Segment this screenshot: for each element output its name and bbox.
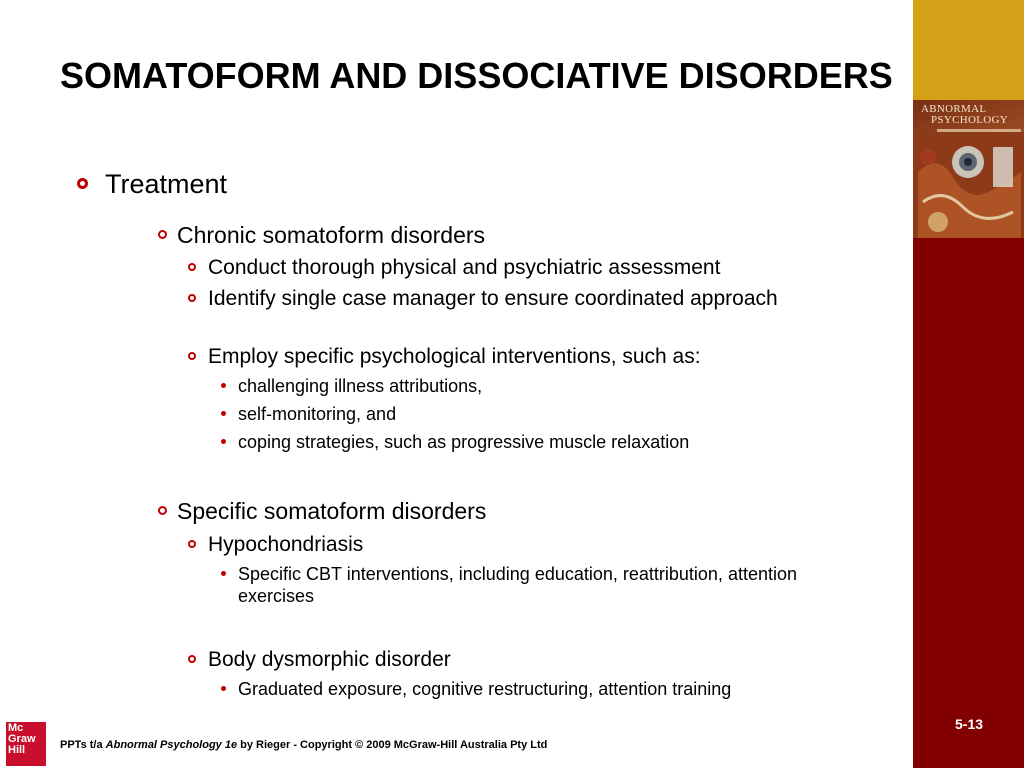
footer-copyright: PPTs t/a Abnormal Psychology 1e by Rieger - Copyright © 2009 McGraw-Hill Australia Pty Ltd	[60, 739, 548, 751]
list-item	[188, 647, 451, 673]
red-dot-bullet-icon	[221, 411, 226, 416]
red-ring-bullet-icon	[158, 230, 167, 239]
book-cover-title: ABNORMAL PSYCHOLOGY	[921, 103, 1008, 126]
list-item	[188, 344, 701, 370]
list-item	[221, 678, 731, 700]
list-item-label: Body dysmorphic disorder	[208, 648, 451, 671]
list-item-specific	[158, 497, 486, 525]
list-item-label: Chronic somatoform disorders	[177, 222, 486, 248]
red-ring-bullet-icon	[188, 352, 196, 360]
list-item	[221, 375, 482, 397]
list-item	[188, 286, 808, 312]
list-item-label: challenging illness attributions,	[238, 376, 483, 396]
list-item-label: Treatment	[105, 169, 228, 199]
list-item	[188, 532, 363, 558]
red-ring-bullet-icon	[158, 506, 167, 515]
slide-title: SOMATOFORM AND DISSOCIATIVE DISORDERS	[60, 55, 893, 96]
list-item	[221, 563, 831, 607]
list-item-label: Identify single case manager to ensure coordinated approach	[208, 287, 778, 310]
list-item-label: Employ specific psychological interventions, such as:	[208, 345, 701, 368]
red-dot-bullet-icon	[221, 383, 226, 388]
sidebar-gold-band	[913, 0, 1024, 100]
book-cover-art	[913, 132, 1024, 238]
red-dot-bullet-icon	[221, 686, 226, 691]
list-item	[221, 431, 689, 453]
list-item	[221, 403, 396, 425]
book-cover-image	[913, 100, 1024, 238]
list-item-label: Specific somatoform disorders	[177, 498, 487, 524]
list-item-label: Specific CBT interventions, including education, reattribution, attention exercises	[238, 564, 797, 606]
mcgraw-hill-logo: Mc Graw Hill	[6, 722, 46, 766]
red-ring-bullet-icon	[77, 178, 88, 189]
list-item-treatment	[77, 168, 227, 200]
slide-number: 5-13	[955, 716, 984, 732]
red-ring-bullet-icon	[188, 655, 196, 663]
list-item-label: coping strategies, such as progressive muscle relaxation	[238, 432, 690, 452]
list-item-chronic	[158, 221, 485, 249]
red-dot-bullet-icon	[221, 571, 226, 576]
red-ring-bullet-icon	[188, 294, 196, 302]
list-item-label: Conduct thorough physical and psychiatric assessment	[208, 256, 721, 279]
list-item-label: Hypochondriasis	[208, 533, 364, 556]
red-ring-bullet-icon	[188, 263, 196, 271]
list-item-label: Graduated exposure, cognitive restructuring, attention training	[238, 679, 732, 699]
red-ring-bullet-icon	[188, 540, 196, 548]
list-item-label: self-monitoring, and	[238, 404, 397, 424]
red-dot-bullet-icon	[221, 439, 226, 444]
list-item	[188, 255, 720, 281]
